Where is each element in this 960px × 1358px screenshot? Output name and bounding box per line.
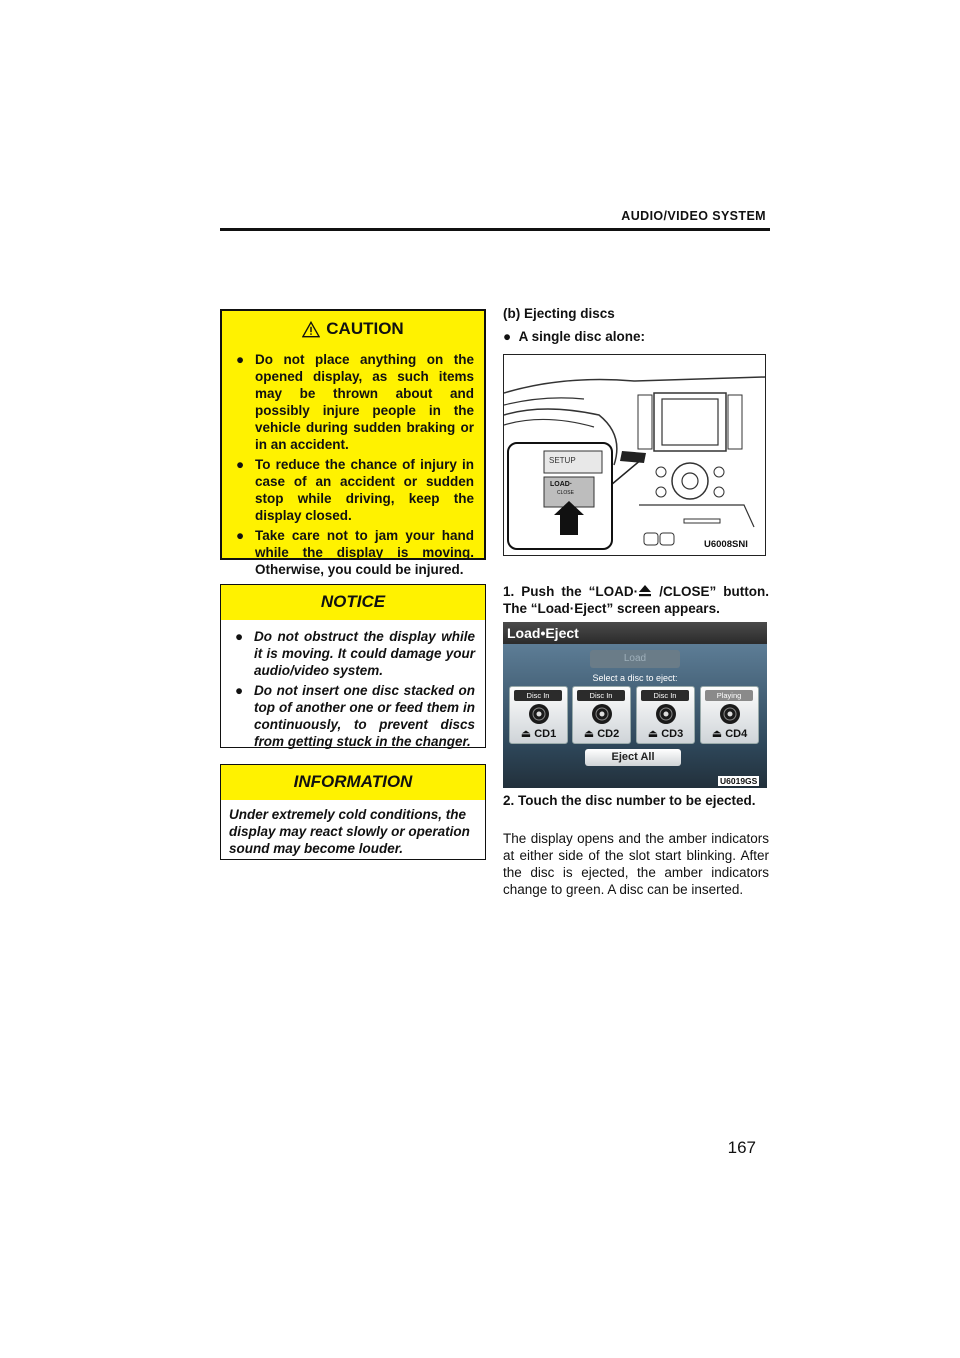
load-eject-screen bbox=[503, 622, 767, 788]
bullet-icon: ● bbox=[503, 329, 512, 344]
dashboard-drawing bbox=[504, 355, 765, 555]
disc-status: Disc In bbox=[577, 690, 625, 701]
disc-slot-button[interactable] bbox=[700, 686, 759, 744]
eject-icon: ⏏ bbox=[647, 728, 659, 740]
select-disc-label: Select a disc to eject: bbox=[592, 673, 678, 683]
header-rule bbox=[220, 228, 770, 231]
caution-item: ● To reduce the chance of injury in case of an accident or sudden stop while driving, keep the display closed. bbox=[236, 457, 474, 523]
caution-item: ● Take care not to jam your hand while the display is moving. Otherwise, you could be injured. bbox=[236, 528, 474, 577]
step-1: 1. Push the “LOAD· /CLOSE” button. The “Load·Eject” screen appears. bbox=[503, 584, 769, 616]
disc-name: CD4 bbox=[725, 728, 748, 740]
disc-icon bbox=[655, 703, 677, 725]
disc-icon bbox=[719, 703, 741, 725]
load-button-label: LOAD· bbox=[550, 481, 573, 488]
caution-title-text: CAUTION bbox=[326, 319, 404, 338]
disc-icon bbox=[528, 703, 550, 725]
step-2: 2. Touch the disc number to be ejected. bbox=[503, 793, 756, 808]
figure-code: U6019GS bbox=[720, 776, 758, 786]
eject-all-button[interactable]: Eject All bbox=[585, 749, 681, 766]
information-box bbox=[220, 764, 486, 860]
screen-body bbox=[503, 644, 767, 788]
eject-icon bbox=[638, 584, 652, 597]
body-paragraph: The display opens and the amber indicators at either side of the slot start blinking. After the disc is ejected, the amber indicators change to green. A disc can be inserted. bbox=[503, 831, 769, 897]
disc-name: CD1 bbox=[534, 728, 557, 740]
load-button[interactable]: Load bbox=[590, 650, 680, 668]
page-number: 167 bbox=[727, 1138, 756, 1157]
dashboard-illustration bbox=[503, 354, 766, 556]
section-subheading: ● A single disc alone: bbox=[503, 329, 645, 344]
eject-icon: ⏏ bbox=[711, 728, 723, 740]
notice-title: NOTICE bbox=[221, 585, 485, 620]
information-text: Under extremely cold conditions, the display may react slowly or operation sound may become louder. bbox=[229, 807, 470, 856]
section-heading: (b) Ejecting discs bbox=[503, 306, 615, 321]
disc-status: Disc In bbox=[514, 690, 562, 701]
caution-box bbox=[220, 309, 486, 577]
bullet-icon: ● bbox=[236, 457, 245, 472]
disc-status: Disc In bbox=[641, 690, 689, 701]
figure-code: U6008SNI bbox=[704, 539, 748, 550]
page-header-title: AUDIO/VIDEO SYSTEM bbox=[621, 209, 766, 223]
bullet-icon: ● bbox=[235, 683, 244, 698]
eject-icon: ⏏ bbox=[583, 728, 595, 740]
warning-triangle-icon bbox=[302, 321, 320, 338]
disc-icon bbox=[591, 703, 613, 725]
information-title: INFORMATION bbox=[221, 765, 485, 800]
notice-item: ● Do not obstruct the display while it is moving. It could damage your audio/video system. bbox=[235, 629, 475, 678]
notice-box bbox=[220, 584, 486, 748]
disc-slot-button[interactable] bbox=[636, 686, 695, 744]
disc-slot-button[interactable] bbox=[572, 686, 631, 744]
disc-slot-button[interactable] bbox=[509, 686, 568, 744]
bullet-icon: ● bbox=[236, 528, 245, 543]
eject-icon: ⏏ bbox=[520, 728, 532, 740]
setup-button-label: SETUP bbox=[549, 456, 576, 465]
bullet-icon: ● bbox=[236, 352, 245, 367]
notice-item: ● Do not insert one disc stacked on top of another one or feed them in continuously, to prevent discs from getting stuck in the changer. bbox=[235, 683, 475, 749]
caution-title bbox=[222, 311, 484, 347]
close-button-label: CLOSE bbox=[557, 490, 574, 496]
disc-name: CD3 bbox=[661, 728, 684, 740]
screen-header: Load•Eject bbox=[503, 622, 767, 644]
disc-name: CD2 bbox=[597, 728, 620, 740]
caution-item: ● Do not place anything on the opened display, as such items may be thrown about and possibly injure people in the vehicle during sudden braking or in an accident. bbox=[236, 352, 474, 452]
bullet-icon: ● bbox=[235, 629, 244, 644]
disc-status: Playing bbox=[705, 690, 753, 701]
